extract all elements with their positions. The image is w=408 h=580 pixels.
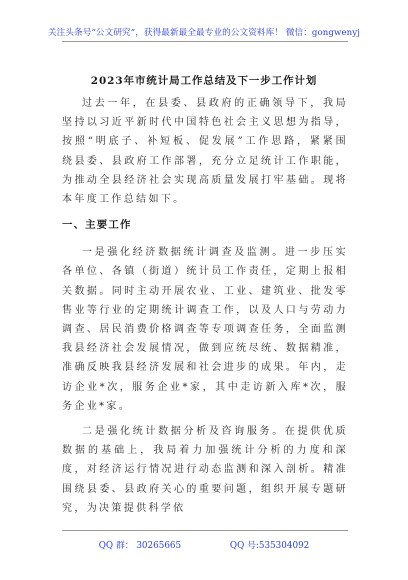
document-title: 2023年市统计局工作总结及下一步工作计划 bbox=[90, 75, 318, 87]
qq-group-label: QQ 群： 30265665 bbox=[98, 541, 182, 551]
work-item-paragraph: 一是强化经济数据统计调查及监测。进一步压实各单位、各镇（街道）统计员工作责任，定期上报相关数据。同时主动开展农业、工业、建筑业、批发零售业等行业的定期统计调查工作，以及人口与劳动力调查、居民消费价格调查等专项调查任务，全面监测我县经济社会发展情况，做到应统尽统、数据精准，准确反映我县经济发展和社会进步的成果。年内，走访企业*次，服务企业*家，其中走访新入库*次，服务企业*家。 bbox=[62, 247, 348, 412]
header-divider bbox=[62, 41, 348, 42]
footer-contact bbox=[0, 538, 408, 551]
header-notice: 关注头条号“公文研究”，获得最新最全最专业的公文资料库！ 微信：gongwenyj bbox=[47, 28, 361, 38]
footer-divider bbox=[62, 530, 348, 531]
intro-paragraph: 过去一年，在县委、县政府的正确领导下，我局坚持以习近平新时代中国特色社会主义思想为指导，按照“明底子、补短板、促发展”工作思路，紧紧围绕县委、县政府工作部署，充分立足统计工作职能，为推动全县经济社会实现高质量发展打牢基础。现将本年度工作总结如下。 bbox=[62, 98, 348, 206]
qq-number-label: QQ 号:535304092 bbox=[229, 541, 310, 551]
document-body bbox=[62, 94, 348, 518]
work-item-paragraph: 二是强化统计数据分析及咨询服务。在提供优质数据的基础上，我局着力加强统计分析的力度和深度，对经济运行情况进行动态监测和深入剖析。精准围绕县委、县政府关心的重要问题，组织开展专题研究，为决策提供科学依 bbox=[62, 426, 348, 514]
section-heading: 一、主要工作 bbox=[62, 219, 132, 232]
